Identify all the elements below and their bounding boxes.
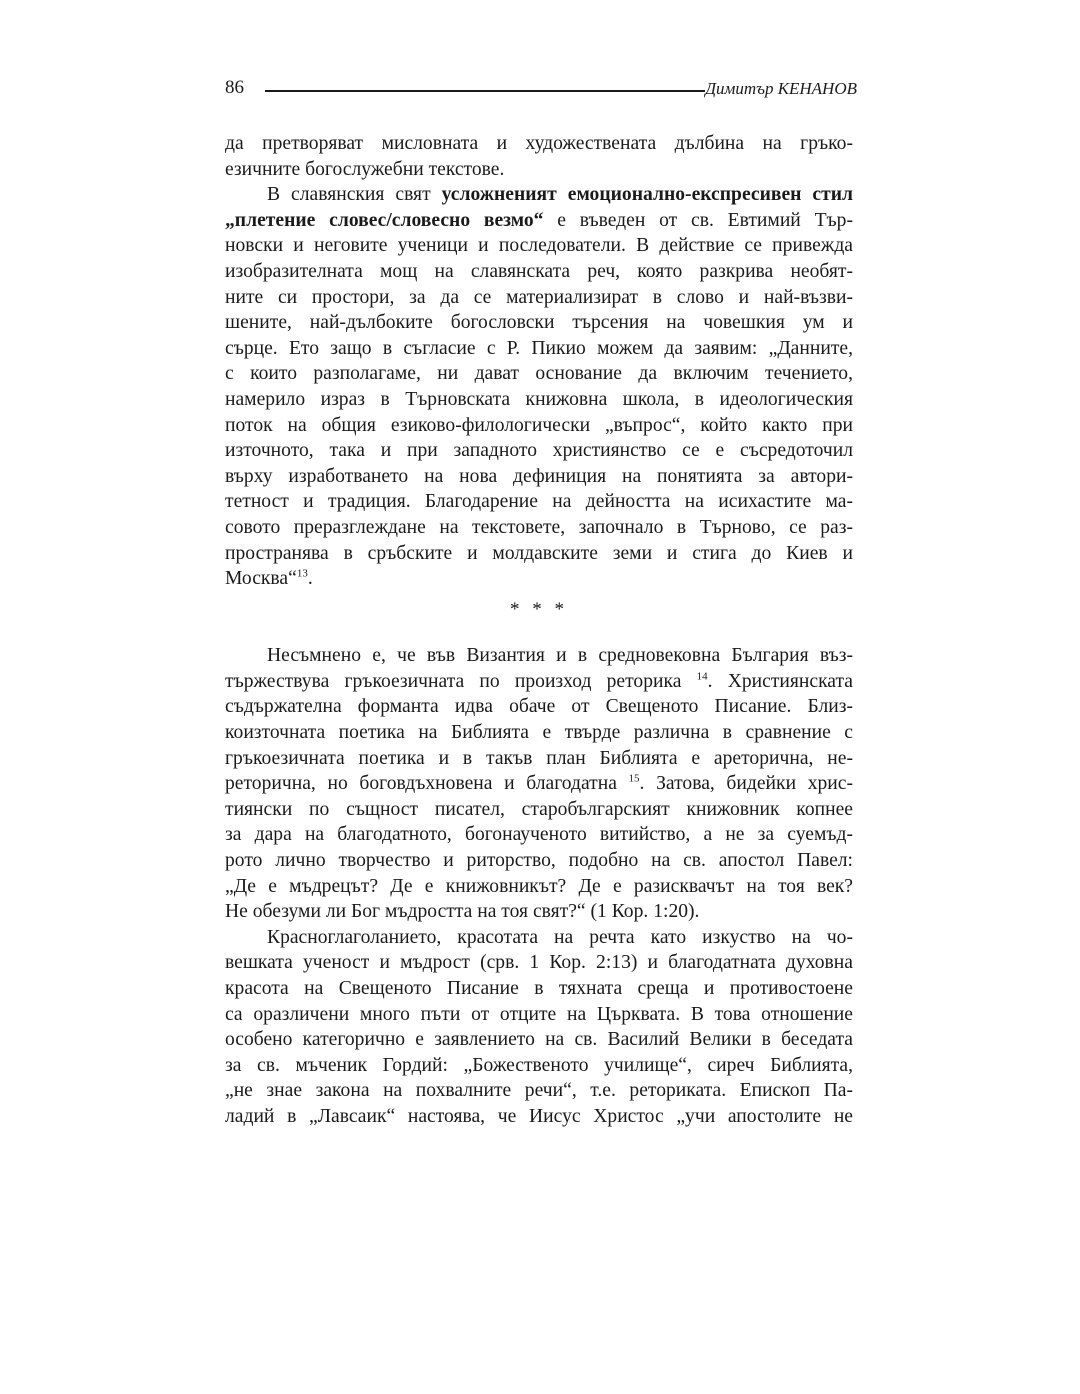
text-line: „Де е мъдрецът? Де е книжовникът? Де е разисквачът на тоя век? xyxy=(225,875,853,897)
text-line: изобразителната мощ на славянската реч, която разкрива необят- xyxy=(225,260,853,282)
text-line: рото лично творчество и риторство, подобно на св. апостол Павел: xyxy=(225,850,853,872)
text-line: намерило израз в Търновската книжовна школа, в идеологическия xyxy=(225,388,853,410)
text-line: гръкоезичната поетика и в такъв план Библията е ареторична, не- xyxy=(225,747,853,769)
paragraph-1 xyxy=(225,131,853,182)
text-line: тетност и традиция. Благодарение на дейността на исихастите ма- xyxy=(225,491,853,513)
text-line: за дара на благодатното, богонаученото витийство, а не за суемъд- xyxy=(225,824,853,846)
body-text xyxy=(225,131,853,1130)
text-run: . Затова, бидейки хрис- xyxy=(639,773,853,795)
text-line: са оразличени много пъти от отците на Църквата. В това отношение xyxy=(225,1003,853,1025)
text-line xyxy=(225,669,853,695)
text-line: езичните богослужебни текстове. xyxy=(225,158,505,180)
text-line: пространява в сръбските и молдавските земи и стига до Киев и xyxy=(225,542,853,564)
footnote-ref-15: 15 xyxy=(628,772,640,785)
text-line: поток на общия езиково-филологически „въпрос“, който както при xyxy=(225,414,853,436)
text-line: шените, най-дълбоките богословски търсения на човешкия ум и xyxy=(225,312,853,334)
text-line: Не обезуми ли Бог мъдростта на тоя свят?“ (1 Кор. 1:20). xyxy=(225,901,700,923)
text-run: Москва“ xyxy=(225,568,297,590)
header-rule xyxy=(265,90,705,92)
text-run: е въведен от св. Евтимий Тър- xyxy=(543,209,853,231)
footnote-ref-13: 13 xyxy=(296,567,308,580)
text-line: с които разполагаме, ни дават основание да включим течението, xyxy=(225,363,853,385)
text-line: сърце. Ето защо в съгласие с Р. Пикио можем да заявим: „Данните, xyxy=(225,337,853,359)
page-header xyxy=(225,76,857,104)
text-line: да претворяват мисловната и художествената дълбина на гръко- xyxy=(225,133,853,154)
text-line: Несъмнено е, че във Византия и в средновековна България въз- xyxy=(267,645,853,667)
text-run: . Християнската xyxy=(707,670,853,692)
text-line: за св. мъченик Гордий: „Божественото училище“, сиреч Библията, xyxy=(225,1054,853,1076)
text-line: коизточната поетика на Библията е твърде различна в сравнение с xyxy=(225,722,853,744)
bold-phrase: „плетение словес/словесно везмо“ xyxy=(225,209,544,231)
paragraph-4 xyxy=(225,925,853,1130)
text-run: В славянския свят xyxy=(267,184,442,206)
page-number: 86 xyxy=(225,77,244,98)
running-head-author: Димитър КЕНАНОВ xyxy=(705,79,857,98)
text-run: тържествува гръкоезичната по произход реторика xyxy=(225,670,697,692)
text-line: Красноглаголанието, красотата на речта като изкуство на чо- xyxy=(267,926,853,948)
text-line: „не знае закона на похвалните речи“, т.е. реториката. Епископ Па- xyxy=(225,1080,853,1102)
bold-phrase: усложненият емоционално-експресивен стил xyxy=(441,184,853,206)
text-line: особено категорично е заявлението на св. Василий Велики в беседата xyxy=(225,1029,853,1051)
text-line: красота на Свещеното Писание в тяхната среща и противостоене xyxy=(225,978,853,999)
text-line: вешката ученост и мъдрост (срв. 1 Кор. 2:13) и благодатната духовна xyxy=(225,952,853,974)
footnote-ref-14: 14 xyxy=(696,670,708,683)
section-separator: * * * xyxy=(510,598,568,620)
text-line xyxy=(225,771,853,797)
text-line: източното, така и при западното християнство се е съсредоточил xyxy=(225,440,853,462)
text-run: реторична, но боговдъхновена и благодатна xyxy=(225,773,629,795)
text-line: ладий в „Лавсаик“ настоява, че Иисус Христос „учи апостолите не xyxy=(225,1105,853,1127)
text-line: новски и неговите ученици и последователи. В действие се привежда xyxy=(225,235,853,257)
paragraph-2 xyxy=(225,182,853,592)
text-line: совото преразглеждане на текстовете, започнало в Търново, се раз- xyxy=(225,516,853,538)
text-line: съдържателна форманта идва обаче от Свещеното Писание. Близ- xyxy=(225,696,853,718)
text-line xyxy=(225,208,853,234)
text-line: ните си простори, за да се материализират в слово и най-възви- xyxy=(225,286,853,308)
paragraph-3 xyxy=(225,643,853,925)
text-line xyxy=(225,182,853,208)
text-line: тиянски по същност писател, старобългарският книжовник копнее xyxy=(225,798,853,820)
text-line: върху изработването на нова дефиниция на понятията за автори- xyxy=(225,465,853,487)
text-line xyxy=(225,566,853,592)
text-run: . xyxy=(307,568,313,590)
